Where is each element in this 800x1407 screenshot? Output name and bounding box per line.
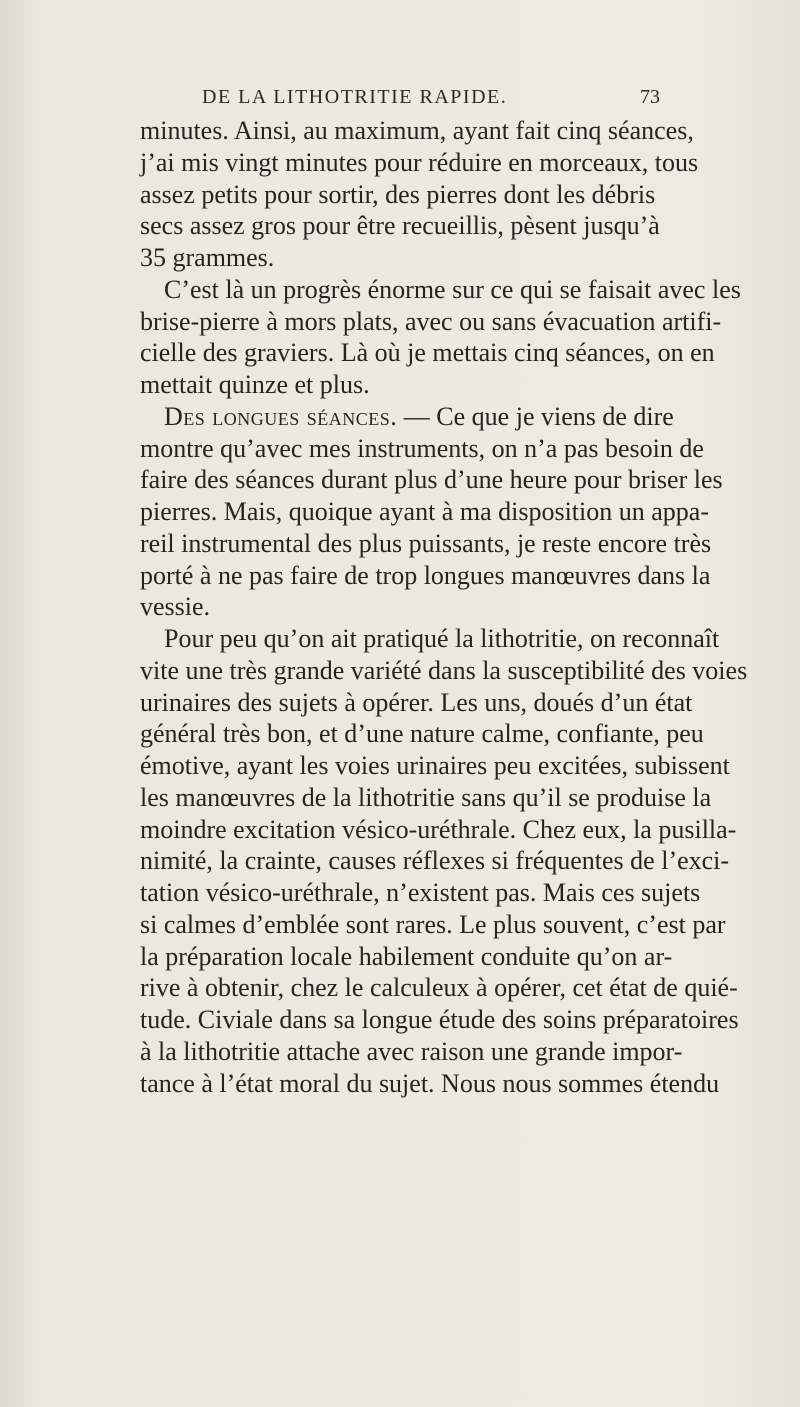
text-line: urinaires des sujets à opérer. Les uns, doués d’un état xyxy=(140,687,693,717)
section-heading-line xyxy=(140,401,674,433)
body-text xyxy=(140,115,748,1099)
text-line: vite une très grande variété dans la susceptibilité des voies xyxy=(140,655,748,685)
text-line: montre qu’avec mes instruments, on n’a pas besoin de xyxy=(140,433,704,463)
text-line: cielle des graviers. Là où je mettais cinq séances, on en xyxy=(140,338,715,368)
text-line: à la lithotritie attache avec raison une grande impor- xyxy=(140,1036,683,1066)
text-line: général très bon, et d’une nature calme, confiante, peu xyxy=(140,719,704,749)
page-number: 73 xyxy=(640,86,660,108)
text-line: brise-pierre à mors plats, avec ou sans évacuation artifi- xyxy=(140,306,722,336)
text-line: reil instrumental des plus puissants, je reste encore très xyxy=(140,528,712,558)
text-line: tude. Civiale dans sa longue étude des soins préparatoires xyxy=(140,1005,739,1034)
text-line: rive à obtenir, chez le calculeux à opérer, cet état de quié- xyxy=(140,973,738,1003)
text-line: faire des séances durant plus d’une heure pour briser les xyxy=(140,465,723,495)
text-line: minutes. Ainsi, au maximum, ayant fait cinq séances, xyxy=(140,116,694,145)
text-line: vessie. xyxy=(140,592,211,622)
section-heading: Des longues séances. xyxy=(164,401,398,431)
text-line: la préparation locale habilement conduite qu’on ar- xyxy=(140,941,673,971)
text-line: tation vésico-uréthrale, n’existent pas. Mais ces sujets xyxy=(140,878,701,907)
text-line: Pour peu qu’on ait pratiqué la lithotritie, on reconnaît xyxy=(164,624,720,653)
text-line: secs assez gros pour être recueillis, pèsent jusqu’à xyxy=(140,211,660,241)
page-header xyxy=(130,86,660,116)
text-line: si calmes d’emblée sont rares. Le plus souvent, c’est par xyxy=(140,909,726,939)
text-line: nimité, la crainte, causes réflexes si fréquentes de l’exci- xyxy=(140,846,730,876)
text-line: moindre excitation vésico-uréthrale. Chez eux, la pusilla- xyxy=(140,814,737,844)
text-line: pierres. Mais, quoique ayant à ma disposition un appa- xyxy=(140,497,709,526)
text-line: émotive, ayant les voies urinaires peu excitées, subissent xyxy=(140,751,730,780)
running-head: DE LA LITHOTRITIE RAPIDE. xyxy=(202,86,508,108)
text-line: assez petits pour sortir, des pierres dont les débris xyxy=(140,179,656,209)
text-line: 35 grammes. xyxy=(140,243,275,272)
text-line: tance à l’état moral du sujet. Nous nous sommes étendu xyxy=(140,1068,720,1098)
text-line: C’est là un progrès énorme sur ce qui se faisait avec les xyxy=(164,274,741,304)
text-line: porté à ne pas faire de trop longues manœuvres dans la xyxy=(140,560,711,590)
text-line: les manœuvres de la lithotritie sans qu’il se produise la xyxy=(140,782,712,812)
text-line: — Ce que je viens de dire xyxy=(403,401,674,431)
text-line: j’ai mis vingt minutes pour réduire en morceaux, tous xyxy=(140,147,699,177)
text-line: mettait quinze et plus. xyxy=(140,370,370,399)
